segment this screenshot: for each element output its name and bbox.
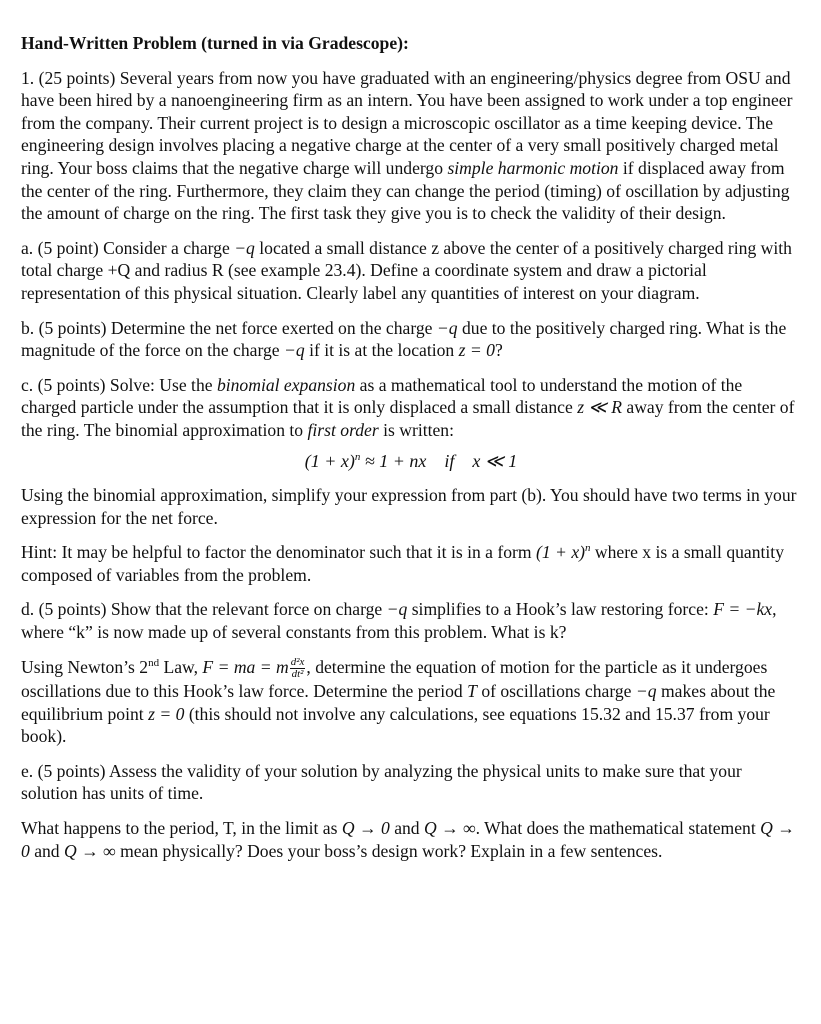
part-c-text-4: is written:	[383, 419, 454, 440]
charge-symbol: −q	[234, 237, 255, 258]
final-question	[21, 817, 801, 862]
binomial-rhs: ≈ 1 + nx	[364, 450, 427, 471]
newton-paragraph	[21, 656, 801, 748]
part-b-text-2: due to the positively charged ring. What is the magnitude of the force on the charge	[21, 317, 787, 361]
hint-text-2: where x is a small quantity composed of variables from the problem.	[21, 542, 784, 585]
part-c-emphasis: binomial expansion	[216, 374, 356, 395]
location-expression: z = 0	[458, 340, 495, 361]
part-c-text-3: away from the center of the ring. The binomial approximation to	[21, 397, 795, 440]
binomial-condition: x ≪ 1	[472, 450, 518, 471]
newton-text-6: (this should not involve any calculations, see equations 15.32 and 15.37 from your book).	[21, 703, 770, 747]
part-b-text-4: ?	[494, 340, 503, 361]
part-d-text-1: d. (5 points) Show that the relevant force on charge	[21, 599, 383, 620]
charge-symbol: −q	[284, 340, 305, 361]
part-a-text-1: a. (5 point) Consider a charge	[21, 237, 230, 258]
fraction-denominator: dt²	[291, 668, 304, 681]
newton-text-2: Law,	[163, 656, 199, 677]
final-text-1: What happens to the period, T, in the limit as	[21, 818, 338, 839]
newton-text-5: makes about the equilibrium point	[21, 681, 776, 724]
final-and: and	[394, 818, 420, 839]
part-b-text-3: if it is at the location	[309, 340, 455, 361]
newton-text-3: , determine the equation of motion for the particle as it undergoes oscillations due to this Hook’s law force. Determine the period	[21, 656, 768, 702]
charge-symbol: −q	[635, 681, 657, 702]
binomial-exponent: n	[354, 450, 361, 463]
part-c-text-1: c. (5 points) Solve: Use the	[21, 374, 213, 395]
part-c-emphasis-2: first order	[307, 419, 379, 440]
limit-q-zero: Q → 0	[341, 818, 390, 839]
newton-equation: F = ma = m	[202, 656, 289, 677]
limit-q-zero: Q → 0	[21, 818, 795, 861]
limit-q-infinity: Q → ∞	[64, 840, 116, 861]
final-text-2: . What does the mathematical statement	[475, 818, 756, 839]
second-derivative-fraction	[290, 657, 306, 680]
part-d	[21, 598, 801, 643]
part-e: e. (5 points) Assess the validity of your solution by analyzing the physical units to make sure that your solution has units of time.	[21, 760, 742, 804]
final-text-3: mean physically? Does your boss’s design work? Explain in a few sentences.	[120, 840, 663, 861]
intro-text: 1. (25 points) Several years from now you have graduated with an engineering/physics degree from OSU and have been hired by a nanoengineering firm as an intern. You have been assigned to work under a top engineer from the company. Their current project is to design a microscopic oscillator as a time keeping device. The engineering design involves placing a negative charge at the center of a very small positively charged metal ring. Your boss claims that the negative charge will undergo	[21, 67, 793, 178]
limit-q-infinity: Q → ∞	[424, 818, 476, 839]
charge-symbol: −q	[386, 599, 408, 620]
part-b	[21, 317, 801, 362]
binomial-lhs: (1 + x)	[304, 450, 355, 471]
newton-text-1: Using Newton’s 2	[21, 656, 149, 677]
hint	[21, 541, 801, 586]
intro-emphasis: simple harmonic motion	[447, 157, 619, 178]
fraction-numerator: d²x	[290, 656, 305, 669]
newton-superscript: nd	[148, 656, 160, 669]
document-page	[21, 32, 801, 874]
charge-symbol: −q	[436, 317, 458, 338]
part-c-text-2: as a mathematical tool to understand the motion of the charged particle under the assumption that it is only displaced a small distance	[21, 374, 743, 418]
part-d-text-2: simplifies to a Hook’s law restoring force:	[411, 599, 709, 620]
problem-intro	[21, 67, 801, 225]
binomial-instruction: Using the binomial approximation, simplify your expression from part (b). You should have two terms in your expression for the net force.	[21, 485, 797, 528]
hooke-law: F = −kx	[713, 599, 773, 620]
hint-form: (1 + x)	[536, 542, 585, 563]
final-and: and	[34, 840, 60, 861]
part-d-text-3: , where “k” is now made up of several constants from this problem. What is k?	[21, 599, 777, 643]
hint-exponent: n	[585, 542, 591, 555]
part-a	[21, 237, 801, 305]
binomial-if: if	[444, 450, 455, 471]
document-title: Hand-Written Problem (turned in via Gradescope):	[21, 33, 409, 53]
binomial-equation	[21, 450, 801, 473]
part-c	[21, 374, 801, 442]
small-distance-condition: z ≪ R	[577, 397, 622, 418]
part-a-text-2: located a small distance z above the center of a positively charged ring with total charge +Q and radius R (see example 23.4). Define a coordinate system and draw a pictorial representation of this physical situation. Clearly label any quantities of interest on your diagram.	[21, 237, 792, 303]
period-symbol: T	[467, 681, 477, 702]
hint-text-1: Hint: It may be helpful to factor the denominator such that it is in a form	[21, 542, 532, 563]
intro-end: if displaced away from the center of the ring. Furthermore, they claim they can change the period (timing) of oscillation by adjusting the amount of charge on the ring. The first task they give you is to check the validity of their design.	[21, 157, 790, 224]
equilibrium-point: z = 0	[148, 703, 185, 724]
part-b-text-1: b. (5 points) Determine the net force exerted on the charge	[21, 317, 433, 338]
newton-text-4: of oscillations charge	[481, 681, 632, 702]
